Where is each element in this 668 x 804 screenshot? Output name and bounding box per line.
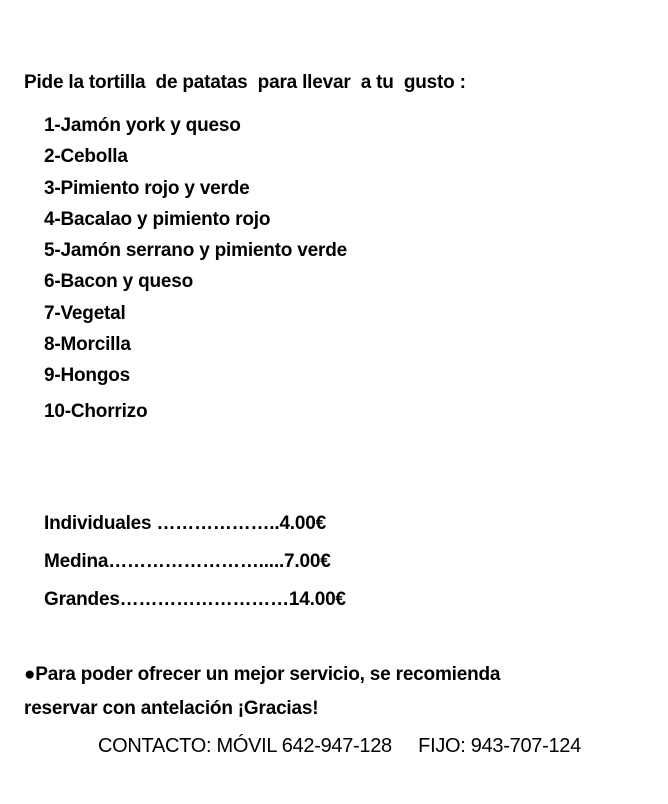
list-item: 10-Chorrizo — [44, 400, 148, 422]
intro-heading: Pide la tortilla de patatas para llevar a tu gusto : — [24, 72, 466, 93]
list-item: 7-Vegetal — [44, 302, 126, 324]
list-item: 1-Jamón york y queso — [44, 115, 241, 136]
list-item: 9-Hongos — [44, 365, 131, 387]
list-item: 8-Morcilla — [44, 334, 131, 356]
price-grandes: Grandes………………………14.00€ — [44, 589, 346, 610]
list-item: 3-Pimiento rojo y verde — [44, 177, 250, 199]
reservation-note-line-2: reservar con antelación ¡Gracias! — [24, 698, 319, 719]
list-item: 6-Bacon y queso — [44, 271, 194, 293]
tortilla-flavor-list — [44, 110, 347, 427]
contact-info: CONTACTO: MÓVIL 642-947-128 FIJO: 943-707-124 — [98, 735, 581, 757]
list-item: 4-Bacalao y pimiento rojo — [44, 208, 271, 230]
price-individuales: Individuales ………………..4.00€ — [44, 513, 326, 534]
list-item: 2-Cebolla — [44, 146, 128, 168]
reservation-note — [24, 658, 644, 726]
price-medina: Medina…………………….....7.00€ — [44, 551, 331, 572]
price-list — [44, 507, 346, 621]
list-item: 5-Jamón serrano y pimiento verde — [44, 240, 347, 262]
reservation-note-line-1: ●Para poder ofrecer un mejor servicio, se recomienda — [24, 664, 501, 685]
